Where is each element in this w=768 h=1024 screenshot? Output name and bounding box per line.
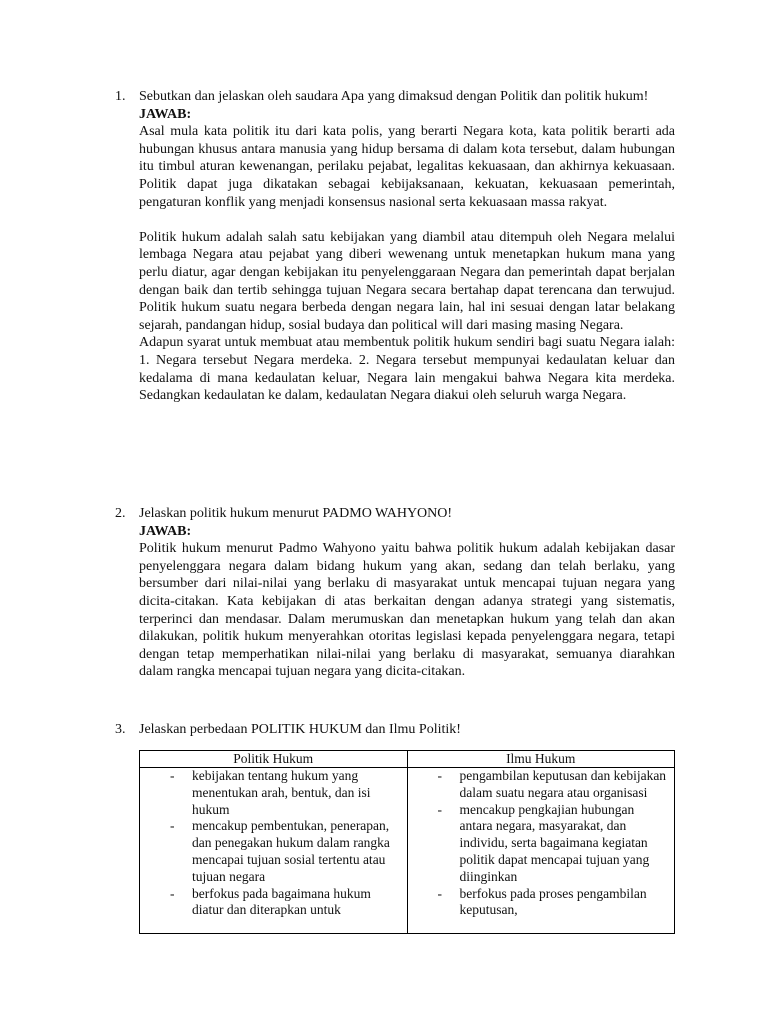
list-item-text: kebijakan tentang hukum yang menentukan arah, bentuk, dan isi hukum [192, 768, 371, 817]
question-number: 3. [115, 722, 126, 737]
list-item [140, 818, 407, 885]
bullet-dash: - [170, 818, 175, 834]
answer-paragraph: Adapun syarat untuk membuat atau membentuk politik hukum sendiri bagi suatu Negara ialah: 1. Negara tersebut Negara merdeka. 2. Negara tersebut mempunyai kedaulatan keluar dan kedalama di mana kedaulatan keluar, Negara lain mengakui bahwa Negara kita merdeka. Sedangkan kedaulatan ke dalam, kedaulatan Negara diakui oleh seluruh warga Negara. [139, 335, 675, 404]
question-text: Sebutkan dan jelaskan oleh saudara Apa yang dimaksud dengan Politik dan politik hukum! [139, 89, 649, 104]
bullet-dash: - [437, 768, 442, 783]
list-item [408, 768, 675, 802]
question-3 [115, 721, 675, 739]
question-number: 1. [115, 89, 126, 104]
list-item-text: pengambilan keputusan dan kebijakan dalam suatu negara atau organisasi [459, 768, 667, 800]
answer-label: JAWAB: [139, 106, 192, 122]
list-item-text: berfokus pada bagaimana hukum diatur dan diterapkan untuk [192, 885, 371, 918]
question-text: Jelaskan perbedaan POLITIK HUKUM dan Ilmu Politik! [139, 722, 461, 737]
left-column-cell [140, 768, 408, 934]
header-politik-hukum: Politik Hukum [140, 751, 408, 768]
bullet-dash: - [170, 885, 175, 901]
list-item-text: berfokus pada proses pengambilan keputusan, [459, 885, 647, 918]
list-item-text: mencakup pengkajian hubungan antara negara, masyarakat, dan individu, serta bagaimana kegiatan politik dapat mencapai tujuan yang diinginkan [459, 801, 650, 884]
answer-paragraph: Politik hukum adalah salah satu kebijakan yang diambil atau ditempuh oleh Negara melalui lembaga Negara atau pejabat yang diberi wewenang untuk menetapkan hukum mana yang perlu diatur, agar dengan kebijakan itu penyelenggaraan Negara dan pemerintah dapat berjalan dengan baik dan tertib sehingga tujuan Negara secara bertahap dapat terencana dan terwujud. Politik hukum suatu negara berbeda dengan negara lain, hal ini sesuai dengan latar belakang sejarah, pandangan hidup, sosial budaya dan political will dari masing masing Negara. [139, 229, 675, 333]
bullet-dash: - [437, 801, 442, 817]
list-item-text: mencakup pembentukan, penerapan, dan penegakan hukum dalam rangka mencapai tujuan sosial tertentu atau tujuan negara [192, 818, 390, 884]
comparison-table [139, 750, 675, 934]
right-column-cell [407, 768, 675, 934]
list-item [408, 802, 675, 886]
answer-label: JAWAB: [139, 523, 192, 539]
list-item [408, 886, 675, 920]
bullet-dash: - [437, 885, 442, 901]
table-header-row [140, 751, 675, 768]
table-row [140, 768, 675, 934]
question-text: Jelaskan politik hukum menurut PADMO WAHYONO! [139, 506, 453, 521]
header-ilmu-hukum: Ilmu Hukum [407, 751, 675, 768]
answer-paragraph: Politik hukum menurut Padmo Wahyono yaitu bahwa politik hukum adalah kebijakan dasar penyelenggara negara dalam bidang hukum yang akan, sedang dan telah berlaku, yang bersumber dari nilai-nilai yang berlaku di masyarakat untuk mencapai tujuan negara yang dicita-citakan. Kata kebijakan di atas berkaitan dengan adanya strategi yang sistematis, terperinci dan mendasar. Dalam merumuskan dan menetapkan hukum yang telah dan akan dilakukan, politik hukum menyerahkan otoritas legislasi kepada penyelenggara negara, tetapi dengan tetap memperhatikan nilai-nilai yang berlaku di masyarakat, semuanya diarahkan dalam rangka mencapai tujuan negara yang dicita-citakan. [139, 541, 675, 680]
list-item [140, 768, 407, 818]
bullet-dash: - [170, 768, 175, 783]
answer-paragraph: Asal mula kata politik itu dari kata polis, yang berarti Negara kota, kata politik berarti ada hubungan khusus antara manusia yang hidup bersama di dalam kota tersebut, dalam hubungan itu timbul aturan kewenangan, perilaku pejabat, legalitas kekuasaan, dan akhirnya kekuasaan. Politik dapat juga dikatakan sebagai kebijaksanaan, kekuatan, kekuasaan pemerintah, pengaturan konflik yang menjadi konsensus nasional serta kekuasaan massa rakyat. [139, 124, 675, 210]
question-1 [115, 88, 675, 405]
question-number: 2. [115, 506, 126, 521]
list-item [140, 886, 407, 920]
question-2 [115, 505, 675, 681]
